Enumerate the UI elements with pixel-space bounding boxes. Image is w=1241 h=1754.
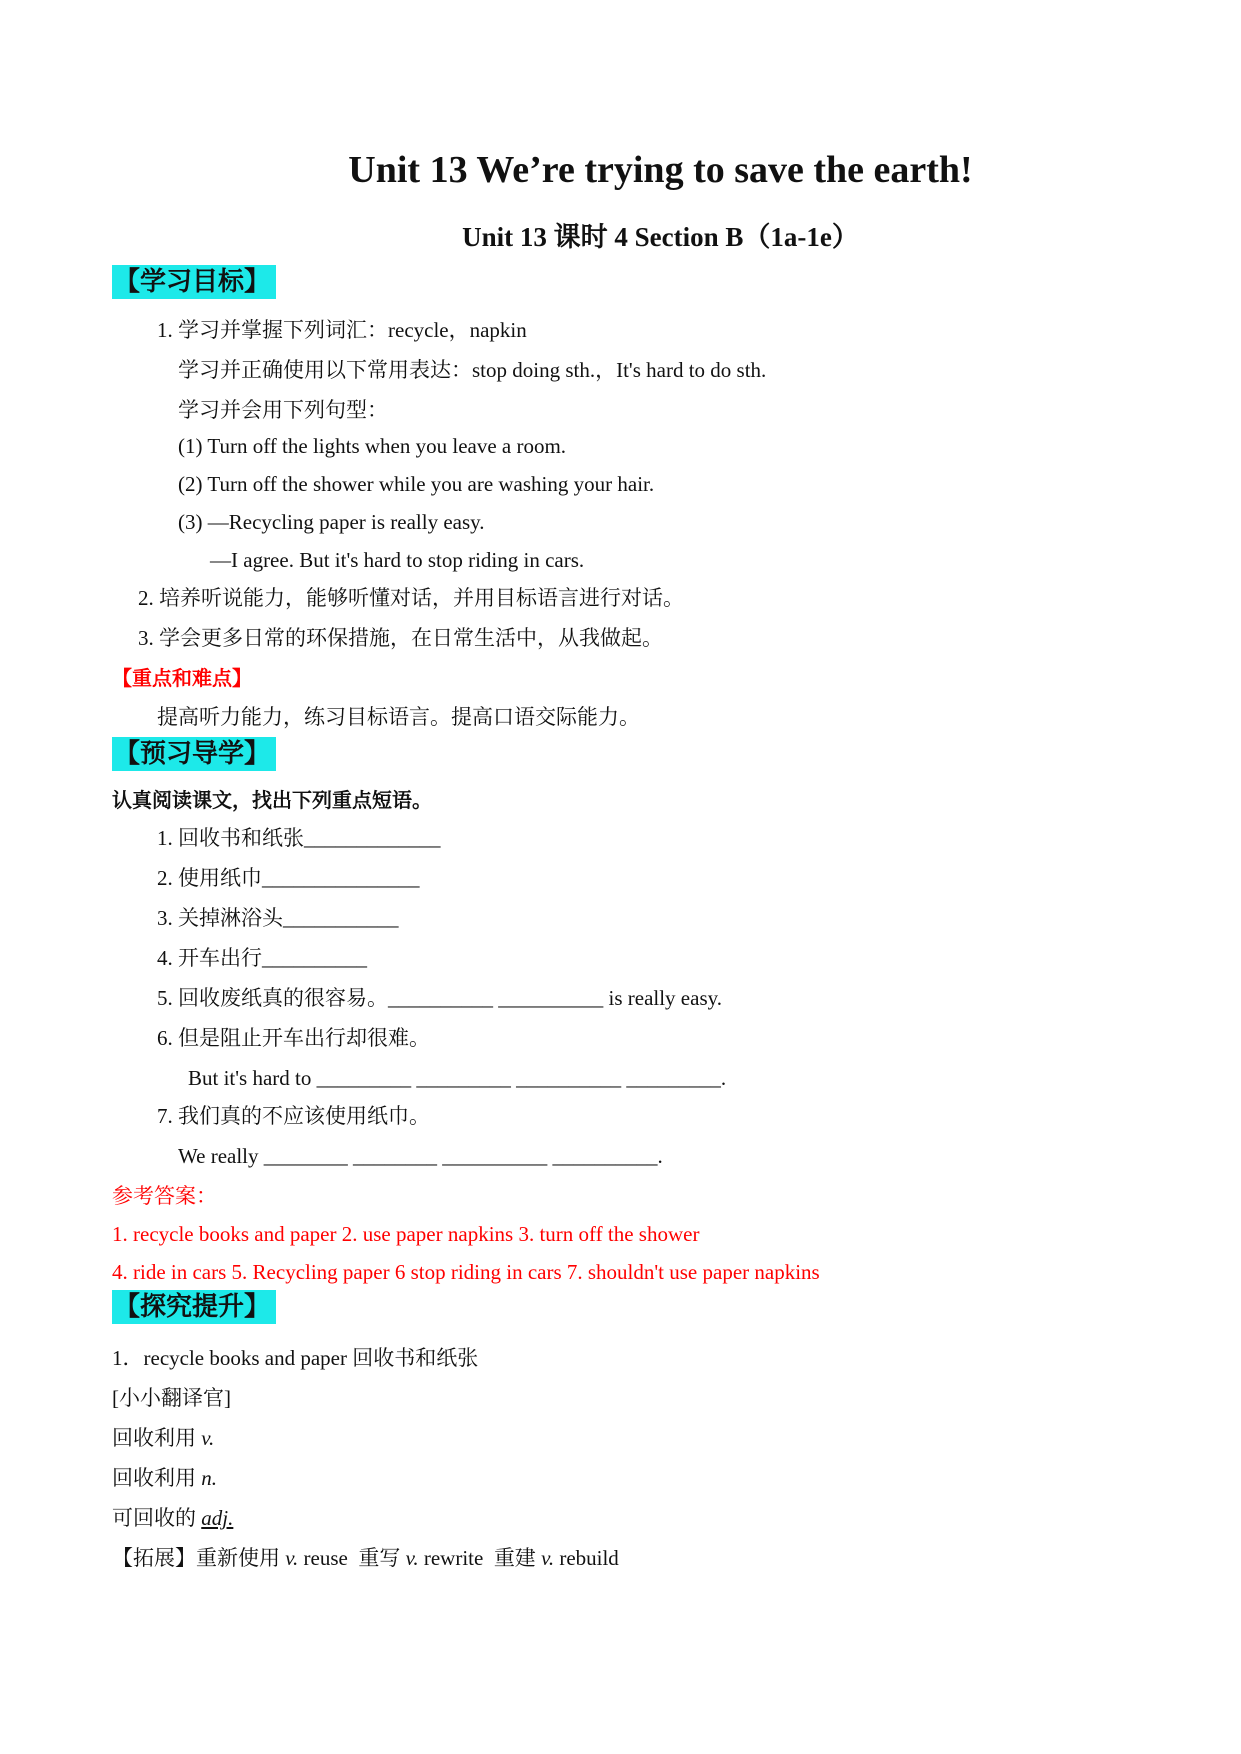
page-subtitle: Unit 13 课时 4 Section B（1a-1e）	[462, 222, 859, 252]
vocab-verb	[112, 1423, 214, 1453]
preview-item: 5. 回收废纸真的很容易。__________ __________ is really easy.	[157, 986, 723, 1010]
part-of-speech: v.	[201, 1426, 215, 1450]
keypoints-heading: 【重点和难点】	[112, 666, 252, 690]
section-heading-objectives: 【学习目标】	[112, 265, 276, 299]
vocab-cn: 回收利用	[112, 1426, 202, 1450]
ext-cn: 重建	[483, 1546, 542, 1570]
objective-line: (2) Turn off the shower while you are washing your hair.	[178, 472, 655, 496]
objective-line: 学习并会用下列句型：	[178, 398, 388, 422]
part-of-speech: v.	[405, 1546, 419, 1570]
answer-label: 参考答案：	[112, 1184, 217, 1208]
vocab-cn: 回收利用	[112, 1466, 202, 1490]
ext-en: rewrite	[418, 1546, 484, 1570]
preview-item: 1. 回收书和纸张_____________	[157, 826, 441, 850]
page-title: Unit 13 We’re trying to save the earth!	[348, 149, 973, 191]
ext-en: reuse	[298, 1546, 348, 1570]
objective-line: 3. 学会更多日常的环保措施，在日常生活中，从我做起。	[138, 626, 663, 650]
objective-line: (1) Turn off the lights when you leave a room.	[178, 434, 567, 458]
objective-line: —I agree. But it's hard to stop riding in cars.	[210, 548, 585, 572]
extension-label: 【拓展】	[112, 1546, 196, 1570]
answer-line: 4. ride in cars 5. Recycling paper 6 stop riding in cars 7. shouldn't use paper napkins	[112, 1260, 820, 1284]
part-of-speech: adj.	[201, 1506, 234, 1530]
part-of-speech: v.	[541, 1546, 555, 1570]
preview-item: 7. 我们真的不应该使用纸巾。	[157, 1104, 430, 1128]
preview-instruction: 认真阅读课文，找出下列重点短语。	[112, 788, 432, 812]
objective-line: 学习并正确使用以下常用表达：stop doing sth.，It's hard to do sth.	[178, 358, 767, 382]
vocab-adj	[112, 1503, 233, 1533]
translator-label: [小小翻译官]	[112, 1386, 231, 1410]
objective-line: 2. 培养听说能力，能够听懂对话，并用目标语言进行对话。	[138, 586, 684, 610]
vocab-cn: 可回收的	[112, 1506, 202, 1530]
objective-line: 1. 学习并掌握下列词汇：recycle，napkin	[157, 318, 527, 342]
ext-en: rebuild	[554, 1546, 619, 1570]
preview-item: 6. 但是阻止开车出行却很难。	[157, 1026, 430, 1050]
preview-item: 2. 使用纸巾_______________	[157, 866, 420, 890]
part-of-speech: n.	[201, 1466, 217, 1490]
ext-cn: 重新使用	[196, 1546, 286, 1570]
section-heading-explore: 【探究提升】	[112, 1290, 276, 1324]
preview-item: 4. 开车出行__________	[157, 946, 367, 970]
part-of-speech: v.	[285, 1546, 299, 1570]
explore-item: 1．recycle books and paper 回收书和纸张	[112, 1346, 479, 1370]
ext-cn: 重写	[347, 1546, 406, 1570]
answer-line: 1. recycle books and paper 2. use paper napkins 3. turn off the shower	[112, 1222, 700, 1246]
preview-item: 3. 关掉淋浴头___________	[157, 906, 399, 930]
vocab-noun	[112, 1463, 217, 1493]
keypoints-text: 提高听力能力，练习目标语言。提高口语交际能力。	[157, 705, 640, 729]
preview-item: But it's hard to _________ _________ __________ _________.	[188, 1066, 727, 1090]
section-heading-preview: 【预习导学】	[112, 737, 276, 771]
extension-line	[112, 1543, 619, 1573]
preview-item: We really ________ ________ __________ __________.	[178, 1144, 663, 1168]
objective-line: (3) —Recycling paper is really easy.	[178, 510, 485, 534]
